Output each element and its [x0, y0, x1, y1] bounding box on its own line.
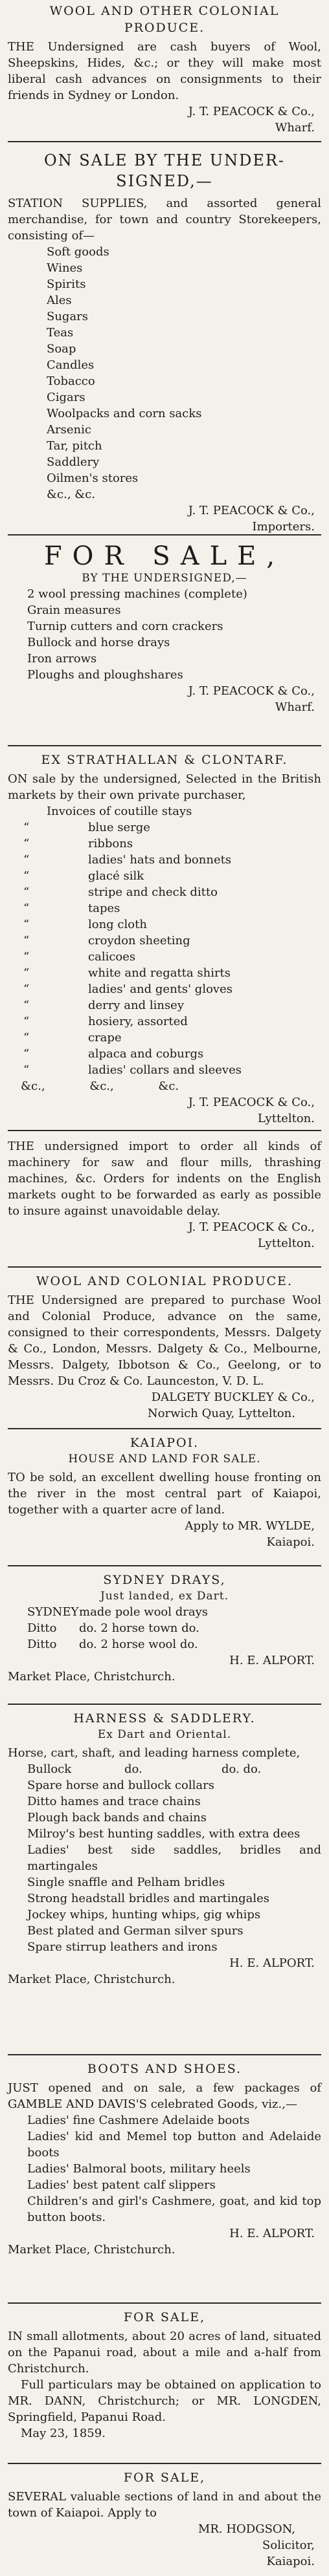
list-item: Soft goods [47, 245, 109, 259]
list-item: Ales [47, 294, 72, 307]
ad-body: THE Undersigned are cash buyers of Wool, Sheepskins, Hides, &c.; or they will make most liberal cash advances on consignments to their friends in Sydney or London. [8, 40, 321, 102]
divider [8, 141, 321, 142]
list-item: Saddlery [47, 455, 100, 469]
ad-place: Wharf. [275, 700, 315, 714]
list-item [8, 997, 321, 1013]
list-item [8, 868, 321, 884]
list-item [8, 836, 321, 852]
ad-date: May 23, 1859. [21, 2427, 106, 2440]
item-list [8, 819, 321, 1078]
ad-machinery-import [0, 1138, 329, 1251]
list-item: &c., &c. [47, 488, 96, 501]
list-item [8, 933, 321, 949]
item-list [8, 244, 321, 503]
list-item: Turnip cutters and corn crackers [27, 620, 223, 633]
item-list [8, 1777, 321, 1955]
list-item: Cigars [47, 391, 85, 404]
list-item: Wines [47, 261, 83, 275]
ditto-mark: “ [23, 999, 30, 1012]
ad-title: BOOTS AND SHOES. [87, 2062, 242, 2076]
dray-line [8, 1636, 321, 1652]
ad-signature: J. T. PEACOCK & Co., [188, 1220, 315, 1234]
ad-sydney-drays [0, 1572, 329, 1685]
ad-place: Lyttelton. [257, 1237, 315, 1250]
dray-line [8, 1604, 321, 1620]
list-item: Grain measures [27, 603, 121, 617]
list-item [8, 1046, 321, 1062]
ditto-mark: “ [23, 934, 30, 947]
list-item: Soap [47, 342, 76, 356]
list-item [8, 965, 321, 981]
ad-harness-saddlery [0, 1710, 329, 1987]
list-item [8, 949, 321, 965]
dray-desc: made pole wool drays [79, 1605, 209, 1619]
ad-place: Kaiapoi. [266, 2555, 315, 2568]
ditto-mark: “ [23, 982, 30, 996]
divider [8, 745, 321, 746]
list-item [8, 819, 321, 836]
divider [8, 1704, 321, 1705]
ad-signature: MR. HODGSON, [198, 2522, 295, 2536]
row-cell: do. do. [221, 1762, 262, 1776]
ad-signature: H. E. ALPORT. [229, 2227, 315, 2240]
ad-signature: J. T. PEACOCK & Co., [188, 105, 315, 118]
ad-wool-produce [0, 3, 329, 136]
ad-kaiapoi-sections [0, 2469, 329, 2570]
item-text: ladies' and gents' gloves [88, 982, 233, 996]
list-item: Spare stirrup leathers and irons [27, 1940, 218, 1954]
ditto-mark: “ [23, 1015, 30, 1028]
row-cell: do. [124, 1762, 142, 1776]
row-cell: Bullock [27, 1762, 72, 1776]
ad-subtitle: Just landed, ex Dart. [100, 1590, 229, 1603]
ad-body: STATION SUPPLIES, and assorted general merchandise, for town and country Storekeepers, consisting of— [8, 197, 321, 243]
ad-place: Lyttelton. [257, 1112, 315, 1125]
ditto-mark: “ [23, 869, 30, 883]
divider [8, 1266, 321, 1268]
ad-title: FOR SALE, [123, 2471, 206, 2485]
list-item: Bullock and horse drays [27, 636, 170, 649]
ad-role: Solicitor, [262, 2538, 315, 2552]
item-text: glacé silk [88, 869, 144, 883]
list-item: Single snaffle and Pelham bridles [27, 1876, 225, 1889]
ditto-mark: “ [23, 1031, 30, 1044]
ad-place: Norwich Quay, Lyttelton. [147, 1407, 295, 1420]
ad-title: SYDNEY DRAYS, [103, 1573, 226, 1587]
item-text: ladies' hats and bonnets [88, 853, 232, 867]
list-item: Strong headstall bridles and martingales [27, 1892, 270, 1905]
list-item: Candles [47, 358, 95, 372]
item-text: long cloth [88, 918, 147, 931]
ad-title: KAIAPOI. [130, 1436, 199, 1450]
list-item: Spirits [47, 277, 86, 291]
list-item: Sugars [47, 310, 89, 323]
list-item: Jockey whips, hunting whips, gig whips [27, 1908, 261, 1921]
ad-strathallan-clontarf [0, 752, 329, 1127]
dray-label: Ditto [27, 1638, 57, 1651]
ad-dalgety-buckley [0, 1273, 329, 1422]
item-text: hosiery, assorted [88, 1015, 188, 1028]
list-item [8, 900, 321, 916]
ditto-mark: “ [23, 902, 30, 915]
item-list [8, 586, 321, 683]
item-list [8, 2112, 321, 2225]
dray-desc: do. 2 horse town do. [79, 1621, 199, 1635]
dray-label: SYDNEY [27, 1605, 79, 1619]
list-item: 2 wool pressing machines (complete) [27, 587, 247, 601]
list-item: Ladies' best side saddles, bridles and martingales [27, 1843, 321, 1873]
ad-title: WOOL AND COLONIAL PRODUCE. [36, 1274, 293, 1288]
list-item: Teas [47, 326, 74, 340]
item-text: croydon sheeting [88, 934, 190, 947]
list-item: Iron arrows [27, 652, 97, 666]
ad-body: TO be sold, an excellent dwelling house fronting on the river in the most central part of Kaiapoi, together with a quarter acre of land. [8, 1471, 321, 1517]
dray-line [8, 1620, 321, 1636]
ad-title: ON SALE BY THE UNDER- SIGNED,— [43, 151, 286, 190]
ad-place: Wharf. [275, 121, 315, 135]
list-item: Children's and girl's Cashmere, goat, and kid top button boots. [27, 2194, 321, 2224]
ad-body: IN small allotments, about 20 acres of land, situated on the Papanui road, about a mile and a-half from Christchurch. [8, 2330, 321, 2376]
list-item: Tar, pitch [47, 439, 102, 453]
ditto-mark: “ [23, 885, 30, 899]
ad-body: ON sale by the undersigned, Selected in the British markets by their own private purchaser, [8, 772, 321, 802]
ad-signature: H. E. ALPORT. [229, 1654, 315, 1667]
ditto-mark: “ [23, 853, 30, 867]
item-text: blue serge [88, 821, 150, 834]
list-item: Spare horse and bullock collars [27, 1779, 214, 1792]
list-item: Ladies' best patent calf slippers [27, 2178, 216, 2192]
ad-place: Market Place, Christchurch. [8, 1973, 176, 1986]
ad-signature: H. E. ALPORT. [229, 1956, 315, 1970]
ad-station-supplies [0, 150, 329, 535]
list-item: Arsenic [47, 423, 91, 437]
ad-body-2: Full particulars may be obtained on application to MR. DANN, Christchurch; or MR. LONGDEN, Springfield, Papanui Road. [8, 2378, 321, 2424]
divider [8, 2302, 321, 2304]
ad-papanui-land [0, 2309, 329, 2441]
item-text: tapes [88, 902, 120, 915]
list-item [8, 916, 321, 933]
list-item: Ditto hames and trace chains [27, 1795, 201, 1808]
ad-title: FOR SALE, [43, 541, 286, 571]
list-item [8, 1062, 321, 1078]
ad-apply: Apply to MR. WYLDE, [185, 1519, 315, 1533]
etc-line: &c., &c., &c. [21, 1079, 179, 1093]
ad-signature: J. T. PEACOCK & Co., [188, 504, 315, 517]
divider [8, 534, 321, 536]
dray-label: Ditto [27, 1621, 57, 1635]
list-item [8, 884, 321, 900]
ad-signature: J. T. PEACOCK & Co., [188, 1096, 315, 1109]
list-item: Plough back bands and chains [27, 1811, 207, 1824]
item-text: derry and linsey [88, 999, 185, 1012]
item-text: stripe and check ditto [88, 885, 218, 899]
list-item: Milroy's best hunting saddles, with extra dees [27, 1827, 301, 1841]
ad-title: EX STRATHALLAN & CLONTARF. [41, 753, 288, 767]
ad-body: JUST opened and on sale, a few packages of GAMBLE AND DAVIS'S celebrated Goods, viz.,— [8, 2081, 321, 2111]
ad-for-sale-machinery [0, 542, 329, 715]
ditto-mark: “ [23, 821, 30, 834]
ad-subtitle: HOUSE AND LAND FOR SALE. [68, 1453, 261, 1466]
item-text: alpaca and coburgs [88, 1047, 204, 1061]
divider [8, 2054, 321, 2055]
divider [8, 1428, 321, 1429]
item-text: crape [88, 1031, 122, 1044]
ditto-mark: “ [23, 1047, 30, 1061]
item-text: ladies' collars and sleeves [88, 1063, 242, 1077]
ad-kaiapoi-house [0, 1434, 329, 1550]
item-text: ribbons [88, 837, 133, 850]
list-item [8, 1030, 321, 1046]
ditto-mark: “ [23, 918, 30, 931]
divider [8, 1130, 321, 1131]
divider [8, 2463, 321, 2464]
list-item: Best plated and German silver spurs [27, 1924, 244, 1938]
ad-body: SEVERAL valuable sections of land in and about the town of Kaiapoi. Apply to [8, 2490, 321, 2520]
ad-place: Market Place, Christchurch. [8, 1670, 176, 1683]
ad-subtitle: Ex Dart and Oriental. [97, 1728, 232, 1741]
ad-signature: DALGETY BUCKLEY & Co., [151, 1391, 315, 1404]
ad-subtitle: BY THE UNDERSIGNED,— [82, 572, 247, 585]
ad-boots-shoes [0, 2061, 329, 2258]
ad-title: HARNESS & SADDLERY. [73, 1711, 256, 1726]
ad-title: WOOL AND OTHER COLONIAL PRODUCE. [49, 4, 280, 35]
ad-place: Importers. [252, 520, 315, 534]
bullock-row [8, 1761, 321, 1777]
dray-desc: do. 2 horse wool do. [79, 1638, 198, 1651]
list-item: Ladies' fine Cashmere Adelaide boots [27, 2114, 250, 2127]
ad-body: Horse, cart, shaft, and leading harness complete, [8, 1746, 301, 1760]
list-item: Woolpacks and corn sacks [47, 407, 202, 420]
list-item [8, 981, 321, 997]
ad-body: THE Undersigned are prepared to purchase Wool and Colonial Produce, advance on the same, consigned to their correspondents, Messrs. Dalgety & Co., London, Messrs. Dalgety & Co., Melbourne, Messrs. Dalgety, Ibbotson & Co., Geelong, or to Messrs. Du Croz & Co. Launceston, V. D. L. [8, 1293, 321, 1388]
ditto-mark: “ [23, 837, 30, 850]
ad-title: FOR SALE, [123, 2310, 206, 2324]
ditto-mark: “ [23, 966, 30, 980]
list-item: Ploughs and ploughshares [27, 668, 183, 682]
list-item: Ladies' kid and Memel top button and Adelaide boots [27, 2130, 321, 2159]
divider [8, 1565, 321, 1566]
list-item: Oilmen's stores [47, 471, 139, 485]
ad-place: Market Place, Christchurch. [8, 2243, 176, 2257]
ad-body: THE undersigned import to order all kinds of machinery for saw and flour mills, thrashing machines, &c. Orders for indents on the English markets ought to be forwarded as early as possible to insure against unavoidable delay. [8, 1140, 321, 1218]
ad-place: Kaiapoi. [266, 1535, 315, 1549]
dray-list [8, 1604, 321, 1652]
list-item [8, 852, 321, 868]
item-text: calicoes [88, 950, 136, 964]
list-item [8, 1013, 321, 1030]
list-item: Ladies' Balmoral boots, military heels [27, 2162, 251, 2176]
ditto-mark: “ [23, 1063, 30, 1077]
ad-signature: J. T. PEACOCK & Co., [188, 684, 315, 698]
item-text: white and regatta shirts [88, 966, 231, 980]
list-item: Tobacco [47, 374, 95, 388]
invoice-intro: Invoices of coutille stays [47, 805, 192, 818]
ditto-mark: “ [23, 950, 30, 964]
